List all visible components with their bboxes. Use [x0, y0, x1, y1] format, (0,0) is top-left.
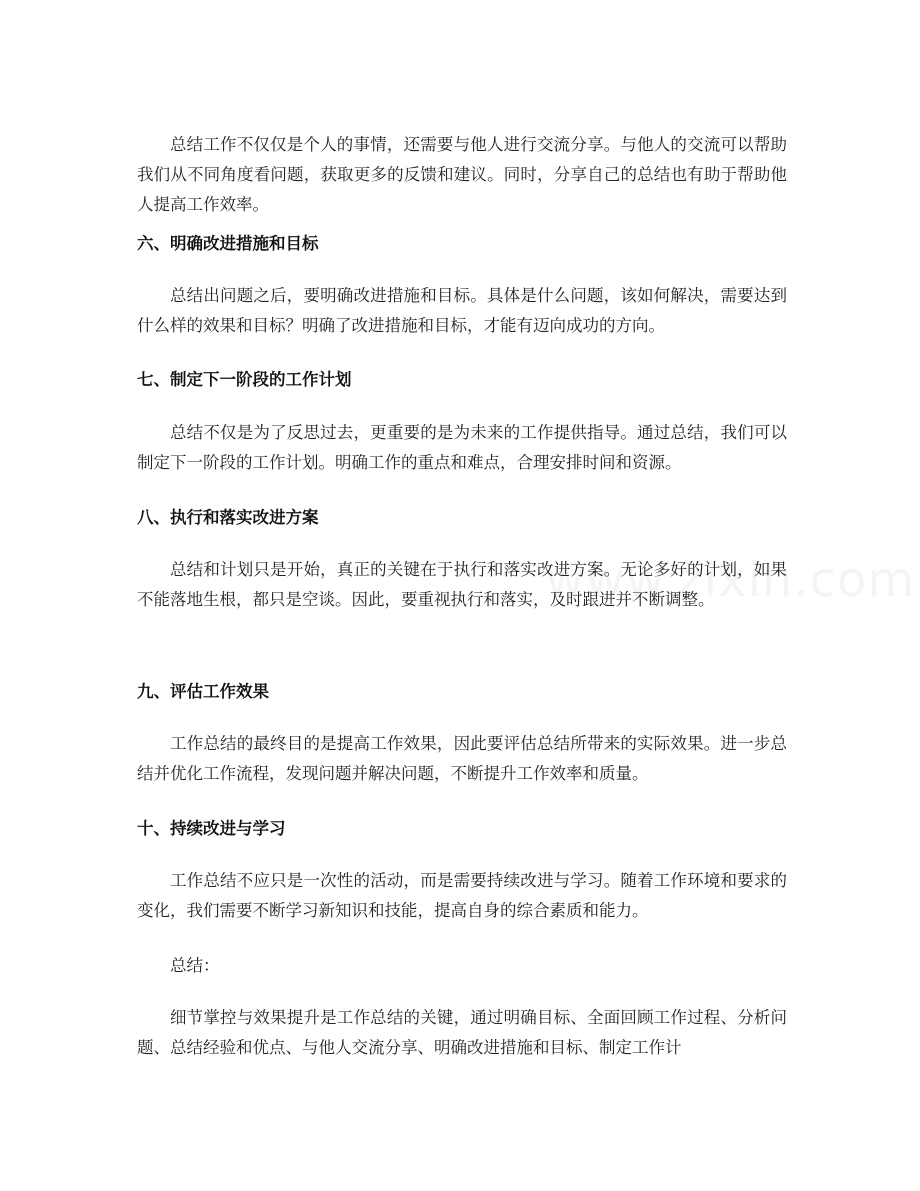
heading-section-9: 九、评估工作效果: [137, 682, 269, 701]
paragraph-summary: 细节掌控与效果提升是工作总结的关键，通过明确目标、全面回顾工作过程、分析问题、总结经验和优点、与他人交流分享、明确改进措施和目标、制定工作计: [137, 1008, 787, 1057]
heading-section-7: 七、制定下一阶段的工作计划: [137, 370, 352, 389]
paragraph-section-7: 总结不仅是为了反思过去，更重要的是为未来的工作提供指导。通过总结，我们可以制定下一阶段的工作计划。明确工作的重点和难点，合理安排时间和资源。: [137, 423, 787, 472]
heading-section-6: 六、明确改进措施和目标: [137, 234, 319, 253]
paragraph-section-9: 工作总结的最终目的是提高工作效果，因此要评估总结所带来的实际效果。进一步总结并优化工作流程，发现问题并解决问题，不断提升工作效率和质量。: [137, 734, 787, 783]
paragraph-section-6: 总结出问题之后，要明确改进措施和目标。具体是什么问题，该如何解决，需要达到什么样的效果和目标？明确了改进措施和目标，才能有迈向成功的方向。: [137, 286, 787, 335]
paragraph-section-8: 总结和计划只是开始，真正的关键在于执行和落实改进方案。无论多好的计划，如果不能落地生根，都只是空谈。因此，要重视执行和落实，及时跟进并不断调整。: [137, 560, 787, 609]
paragraph-sharing: 总结工作不仅仅是个人的事情，还需要与他人进行交流分享。与他人的交流可以帮助我们从不同角度看问题，获取更多的反馈和建议。同时，分享自己的总结也有助于帮助他人提高工作效率。: [137, 135, 787, 214]
heading-section-10: 十、持续改进与学习: [137, 819, 286, 838]
summary-label: 总结：: [170, 956, 220, 975]
paragraph-section-10: 工作总结不应只是一次性的活动，而是需要持续改进与学习。随着工作环境和要求的变化，我们需要不断学习新知识和技能，提高自身的综合素质和能力。: [137, 871, 787, 920]
heading-section-8: 八、执行和落实改进方案: [137, 508, 319, 527]
